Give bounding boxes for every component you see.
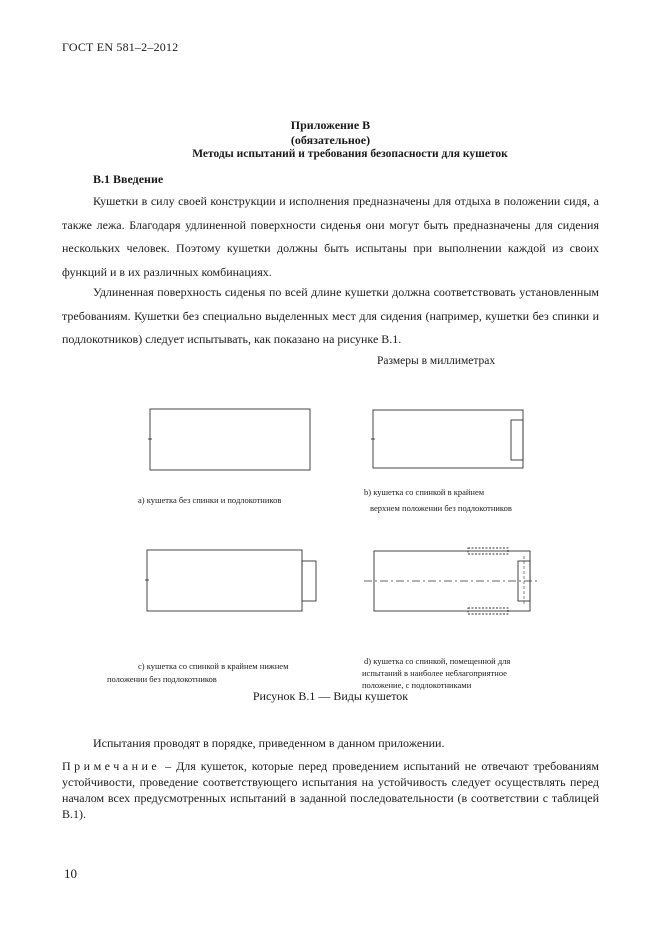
caption-c-line1: c) кушетка со спинкой в крайнем нижнем <box>138 661 289 671</box>
caption-c-line2: положении без подлокотников <box>107 674 217 684</box>
sketch-b-seat <box>373 410 523 468</box>
paragraph-surface: Удлиненная поверхность сиденья по всей длине кушетки должна соответствовать установленным требованиям. Кушетки без специально выделенных мест для сидения (например, кушетки без спинки и подлокотников) следует испытывать, как показано на рисунке B.1. <box>62 285 599 346</box>
page-number: 10 <box>64 866 77 881</box>
sketch-b-backrest <box>511 420 523 460</box>
appendix-status: (обязательное) <box>290 133 371 147</box>
sketch-c-seat <box>147 550 302 611</box>
sketch-c <box>145 550 316 611</box>
note-text: – Для кушеток, которые перед проведением испытаний не отвечают требованиям устойчивости, проведение соответствующего испытания на устойчивость следует осуществлять перед началом всех предусмотренных испытаний в заданной последовательности (в соответствии с таблицей B.1). <box>62 759 599 821</box>
note-label: Примечание <box>62 759 161 773</box>
appendix-title: Приложение B <box>290 118 371 132</box>
sketch-d <box>364 548 540 614</box>
caption-a: a) кушетка без спинки и подлокотников <box>138 495 282 505</box>
sketch-b <box>371 410 523 468</box>
caption-d-line2: испытаний в наиболее неблагоприятное <box>362 668 507 678</box>
caption-b-line1: b) кушетка со спинкой в крайнем <box>364 487 485 497</box>
sketch-a <box>148 409 310 470</box>
caption-d-line1: d) кушетка со спинкой, помещенной для <box>364 656 511 666</box>
caption-b-line2: верхнем положении без подлокотников <box>370 503 512 513</box>
figure-title: Рисунок B.1 — Виды кушеток <box>252 689 409 703</box>
section-heading: B.1 Введение <box>93 172 164 186</box>
standard-header: ГОСТ EN 581–2–2012 <box>62 40 179 54</box>
dimensions-note: Размеры в миллиметрах <box>377 355 496 367</box>
paragraph-intro: Кушетки в силу своей конструкции и исполнения предназначены для отдыха в положении сидя, а также лежа. Благодаря удлиненной поверхности сиденья они могут быть предназначены для сидения нескольких человек. Поэтому кушетки должны быть испытаны при выполнении каждой из своих функций и в их различных комбинациях. <box>62 194 599 279</box>
caption-d-line3: положение, с подлокотниками <box>362 680 472 690</box>
sketch-a-seat <box>150 409 310 470</box>
note-block <box>62 758 599 822</box>
sketch-c-backrest <box>302 561 316 601</box>
tests-sentence: Испытания проводят в порядке, приведенном в данном приложении. <box>93 736 445 750</box>
appendix-subtitle: Методы испытаний и требования безопасности для кушеток <box>192 148 508 160</box>
